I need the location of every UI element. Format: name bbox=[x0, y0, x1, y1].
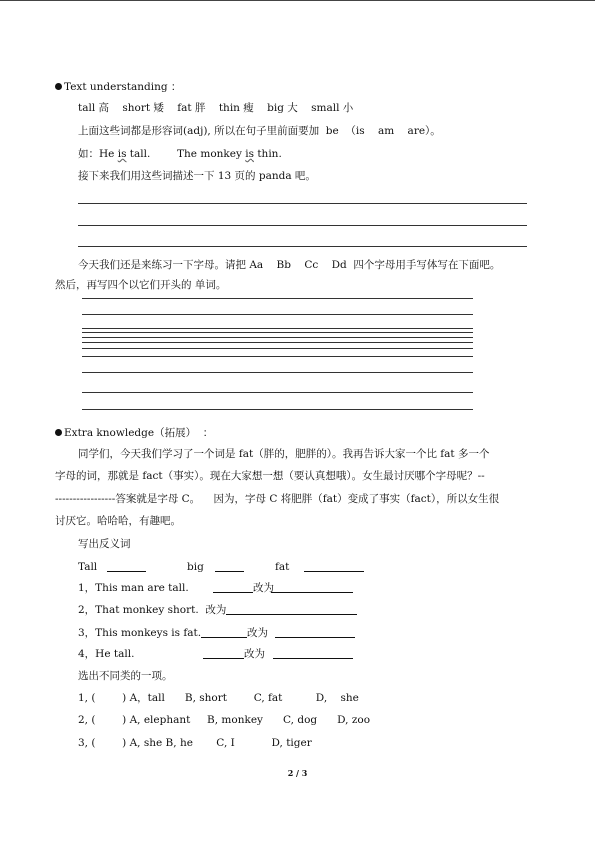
extra-paragraph-line: 同学们，今天我们学习了一个词是 fat（胖的，肥胖的）。我再告诉大家一个比 fat 多一个 bbox=[78, 448, 490, 460]
text-understanding-heading: Text understanding ： bbox=[55, 81, 181, 94]
extra-paragraph-line: -----------------答案就是字母 C。 因为，字母 C 将肥胖（fat）变成了事实（fact），所以女生很 bbox=[55, 493, 500, 505]
odd-one-out-title: 选出不同类的一项。 bbox=[78, 670, 173, 682]
handwriting-line bbox=[82, 372, 473, 373]
extra-paragraph-line: 字母的词，那就是 fact（事实）。现在大家想一想（要认真想哦）。女生最讨厌哪个字母呢？-- bbox=[55, 470, 485, 482]
writing-line bbox=[78, 225, 527, 226]
antonym-big: big bbox=[187, 561, 204, 573]
antonym-title: 写出反义词 bbox=[78, 538, 131, 550]
adjective-explanation: 上面这些词都是形容词(adj), 所以在句子里前面要加 be （is am are）。 bbox=[78, 125, 441, 137]
question-1: 1，This man are tall. bbox=[78, 582, 189, 594]
handwriting-line bbox=[82, 332, 473, 333]
q3-blank-a[interactable] bbox=[201, 627, 247, 638]
describe-panda-instruction: 接下来我们用这些词描述一下 13 页的 panda 吧。 bbox=[78, 170, 316, 182]
handwriting-line bbox=[82, 337, 473, 338]
writing-line bbox=[78, 203, 527, 204]
question-4: 4，He tall. bbox=[78, 648, 135, 660]
handwriting-line bbox=[82, 356, 473, 357]
antonym-fat-blank[interactable] bbox=[304, 561, 364, 572]
q3-change-label: 改为 bbox=[247, 627, 268, 639]
odd-question-2: 2, ( ) A, elephant B, monkey C, dog D, zoo bbox=[78, 714, 371, 726]
antonym-big-blank[interactable] bbox=[215, 561, 244, 572]
question-2: 2，That monkey short. 改为 bbox=[78, 604, 227, 616]
page-number: 2 / 3 bbox=[287, 768, 308, 778]
q4-blank-a[interactable] bbox=[203, 648, 244, 659]
odd-question-1: 1, ( ) A，tall B, short C, fat D, she bbox=[78, 692, 359, 704]
example-sentence: 如：He is tall. The monkey is thin. bbox=[78, 148, 282, 160]
q1-blank-b[interactable] bbox=[271, 582, 353, 593]
q4-change-label: 改为 bbox=[244, 648, 265, 660]
page-top-border bbox=[0, 0, 595, 1]
bullet-icon bbox=[55, 429, 62, 436]
q1-change-label: 改为 bbox=[253, 582, 274, 594]
q1-blank-a[interactable] bbox=[213, 582, 253, 593]
antonym-fat: fat bbox=[275, 561, 290, 573]
q3-blank-b[interactable] bbox=[275, 627, 355, 638]
handwriting-line bbox=[82, 392, 473, 393]
antonym-tall-blank[interactable] bbox=[107, 561, 146, 572]
vocab-line: tall 高 short 矮 fat 胖 thin 瘦 big 大 small 小 bbox=[78, 102, 354, 114]
bullet-icon bbox=[55, 83, 62, 90]
handwriting-line bbox=[82, 328, 473, 329]
letter-practice-instruction: 今天我们还是来练习一下字母。请把 Aa Bb Cc Dd 四个字母用手写体写在下面吧。 bbox=[78, 259, 501, 271]
extra-paragraph-line: 讨厌它。哈哈哈，有趣吧。 bbox=[55, 515, 181, 527]
handwriting-line bbox=[82, 409, 473, 410]
handwriting-line bbox=[82, 342, 473, 343]
extra-knowledge-heading: Extra knowledge（拓展） ： bbox=[55, 427, 213, 440]
antonym-tall: Tall bbox=[78, 561, 98, 573]
odd-question-3: 3, ( ) A, she B, he C, I D, tiger bbox=[78, 737, 312, 749]
letter-practice-instruction-2: 然后，再写四个以它们开头的 单词。 bbox=[55, 279, 227, 291]
handwriting-line bbox=[82, 348, 473, 349]
q2-blank[interactable] bbox=[226, 604, 357, 615]
question-3: 3，This monkeys is fat. bbox=[78, 627, 202, 639]
handwriting-line bbox=[82, 298, 473, 299]
writing-line bbox=[78, 246, 527, 247]
handwriting-line bbox=[82, 314, 473, 315]
q4-blank-b[interactable] bbox=[273, 648, 353, 659]
